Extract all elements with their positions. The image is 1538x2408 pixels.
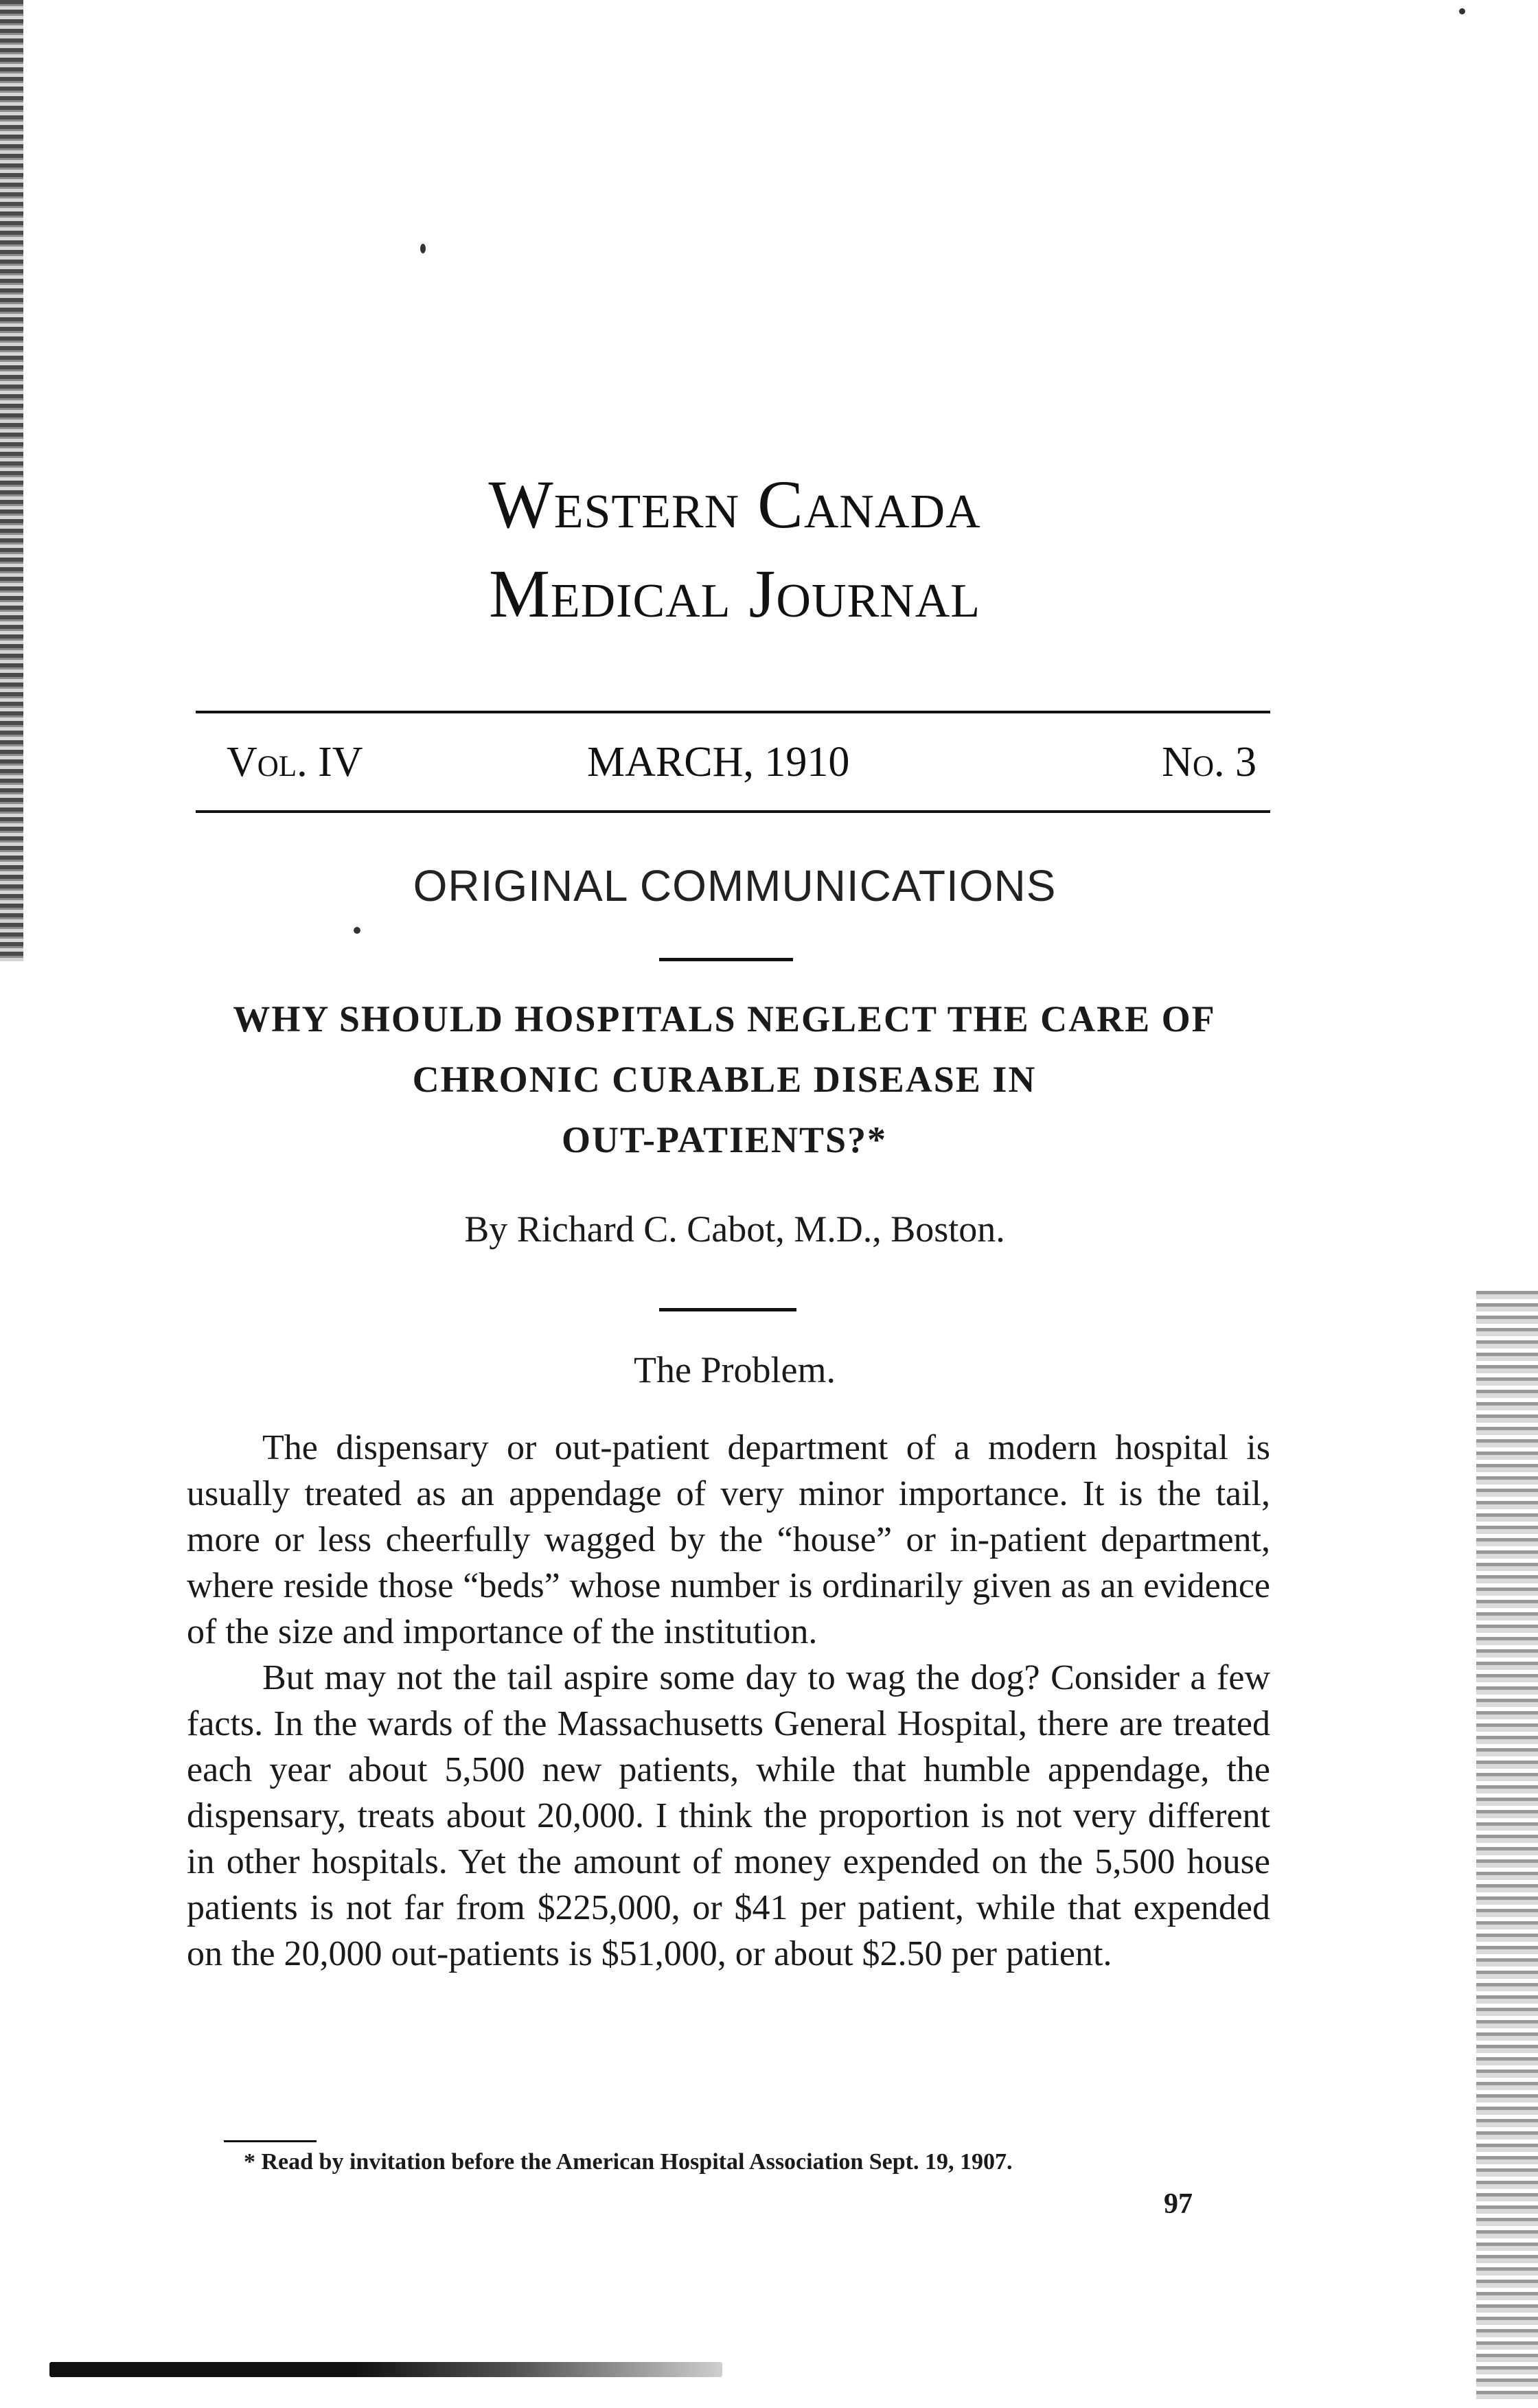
article-byline: By Richard C. Cabot, M.D., Boston. [464, 1208, 1005, 1250]
scan-edge-right [1476, 1291, 1538, 2403]
scan-edge-bottom [49, 2362, 722, 2377]
journal-masthead [0, 460, 1469, 639]
journal-title-line1: Western Canada [488, 466, 981, 542]
article-title [158, 989, 1291, 1170]
article-subheading: The Problem. [634, 1349, 836, 1390]
journal-title-line2: Medical Journal [488, 555, 981, 632]
scan-speck [420, 244, 426, 253]
page-number: 97 [1164, 2188, 1193, 2220]
section-divider [659, 958, 793, 961]
issue-date: MARCH, 1910 [587, 739, 850, 786]
masthead-rule-top [196, 711, 1270, 713]
footnote: * Read by invitation before the American Hospital Association Sept. 19, 1907. [244, 2149, 1013, 2175]
article-title-line1: WHY SHOULD HOSPITALS NEGLECT THE CARE OF [233, 998, 1216, 1040]
byline-divider [659, 1308, 796, 1311]
issue-info-row [227, 728, 1256, 796]
footnote-rule [224, 2140, 317, 2142]
article-title-line3: OUT-PATIENTS?* [561, 1119, 888, 1160]
section-title: ORIGINAL COMMUNICATIONS [413, 861, 1057, 910]
scan-speck [1459, 8, 1465, 14]
volume-label: Vol. IV [227, 739, 363, 786]
body-paragraph-1: The dispensary or out-patient department of a modern hospital is usually treated as an appendage of very minor importance. It is the tail, more or less cheerfully wagged by the “house” or in-patient department, where reside those “beds” whose number is ordinarily given as an evidence of the size and importance of the institution. [187, 1428, 1270, 1651]
scan-speck [354, 927, 360, 934]
body-paragraph-2: But may not the tail aspire some day to wag the dog? Consider a few facts. In the wards of the Massachusetts General Hospital, there are treated each year about 5,500 new patients, while that humble appendage, the dispensary, treats about 20,000. I think the proportion is not very different in other hospitals. Yet the amount of money expended on the 5,500 house patients is not far from $225,000, or $41 per patient, while that expended on the 20,000 out-patients is $51,000, or about $2.50 per patient. [187, 1658, 1270, 1973]
issue-number: No. 3 [1162, 739, 1256, 786]
article-body [187, 1425, 1270, 1977]
article-title-line2: CHRONIC CURABLE DISEASE IN [412, 1059, 1037, 1100]
masthead-rule-bottom [196, 810, 1270, 813]
